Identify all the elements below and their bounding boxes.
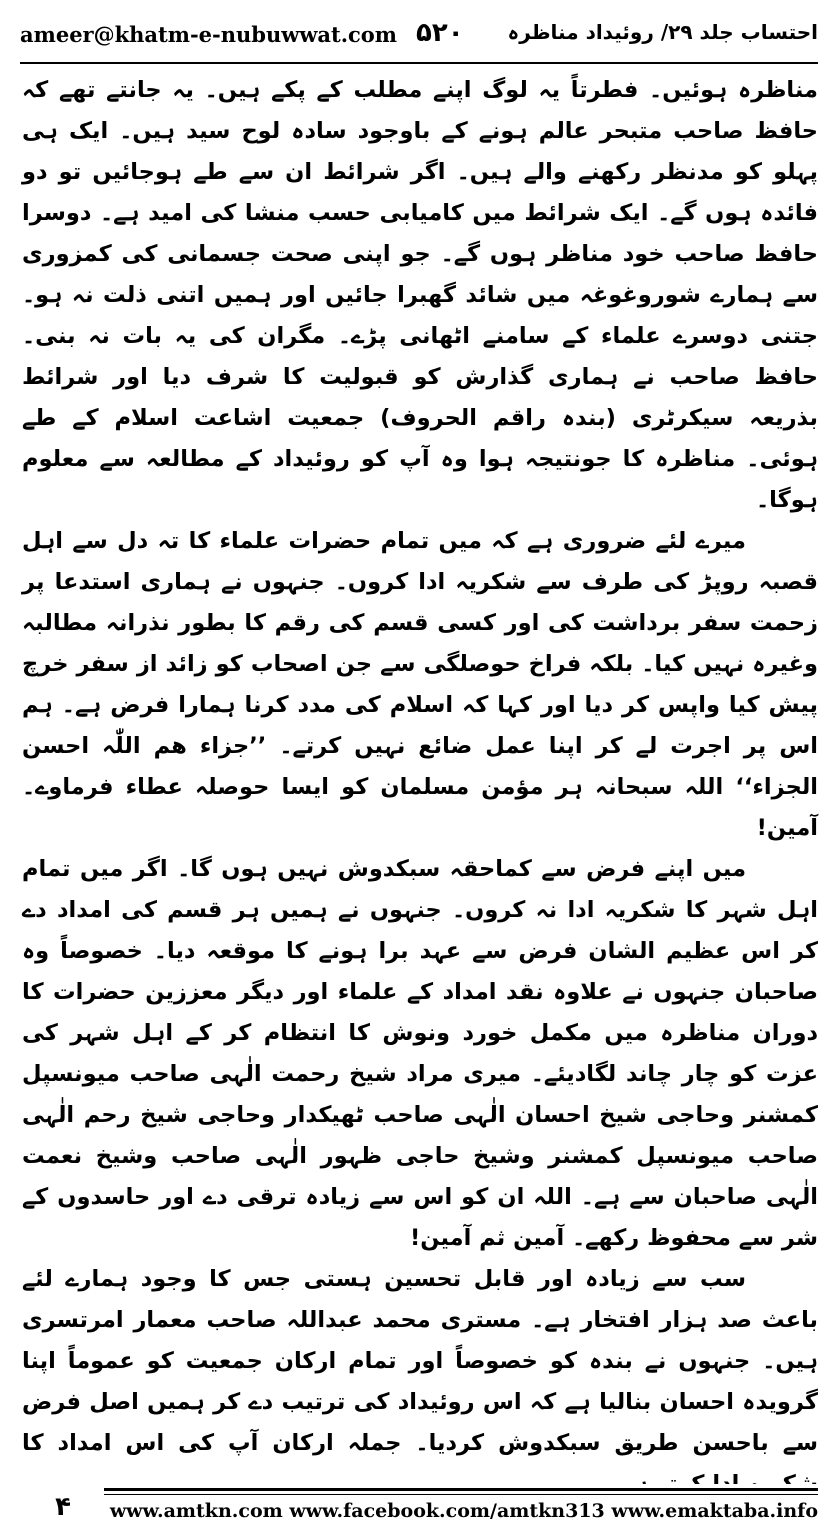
footer-rule-thick [104, 1488, 818, 1491]
page-footer [22, 1484, 818, 1536]
paragraph-4: سب سے زیادہ اور قابل تحسین ہستی جس کا وجود ہمارے لئے باعث صد ہزار افتخار ہے۔ مستری محمد عبداللہ صاحب معمار امرتسری ہیں۔ جنہوں نے بندہ کو خصوصاً اور تمام ارکان جمعیت کو عموماً اپنا گرویدہ احسان بنالیا ہے کہ اس روئیداد کی ترتیب دے کر ہمیں اصل فرض سے باحسن طریق سبکدوش کردیا۔ جملہ ارکان آپ کی اس امداد کا [22, 1266, 818, 1456]
page-number: ۵۲۰ [416, 18, 464, 48]
header-email: ameer@khatm-e-nubuwwat.com [20, 22, 398, 47]
footer-number: ۴ [22, 1484, 104, 1536]
paragraph-3: میں اپنے فرض سے کماحقہ سبکدوش نہیں ہوں گا۔ اگر میں تمام اہل شہر کا شکریہ ادا نہ کروں۔ جنہوں نے ہمیں ہر قسم کی امداد دے کر اس عظیم الشان فرض سے عہد برا ہونے کا موقعہ دیا۔ خصوصاً وہ صاحبان جنہوں نے علاوہ نقد امداد کے علماء اور دیگر معززین حضرات کا دوران مناظرہ میں مکمل خورد ونوش کا انتظام کر کے اہل شہر کی عزت کو چار چاند لگادیئے۔ میری مراد شیخ رحمت الٰہی صاحب میونسپل کمشنر وحاجی شیخ احسان الٰہی صاحب ٹھیکدار وحاجی شیخ رحم الٰہی صاحب میونسپل کمشنر وشیخ حاجی ظہور الٰہی صاحب وشیخ نعمت الٰہی صاحبان سے ہے۔ اللہ ان کو اس سے زیادہ ترقی دے اور حاسدوں کے شر سے محفوظ رکھے۔ آمین ثم آمین! [22, 856, 818, 1251]
footer-bar [104, 1484, 818, 1536]
paragraph-2: میرے لئے ضروری ہے کہ میں تمام حضرات علماء کا تہ دل سے اہل قصبہ روپڑ کی طرف سے شکریہ ادا کروں۔ جنہوں نے ہماری استدعا پر زحمت سفر برداشت کی اور کسی قسم کی رقم کا بطور نذرانہ مطالبہ وغیرہ نہیں کیا۔ بلکہ فراخ حوصلگی سے جن اصحاب کو زائد از سفر خرچ پیش کیا واپس کر دیا اور کہا کہ اسلام کی مدد کرنا ہمارا فرض ہے۔ ہم اس پر اجرت لے کر اپنا عمل ضائع نہیں کرتے۔ ’’جزاء ھم اللّٰہ احسن الجزاء‘‘ اللہ سبحانہ ہر مؤمن مسلمان کو ایسا حوصلہ عطاء فرماوے۔ آمین! [22, 528, 818, 841]
footer-links[interactable]: www.amtkn.com www.facebook.com/amtkn313 www.emaktaba.info [109, 1500, 818, 1522]
paragraph-1: مناظرہ ہوئیں۔ فطرتاً یہ لوگ اپنے مطلب کے پکے ہیں۔ یہ جانتے تھے کہ حافظ صاحب متبحر عالم ہونے کے باوجود سادہ لوح سید ہیں۔ ایک ہی پہلو کو مدنظر رکھنے والے ہیں۔ اگر شرائط ان سے طے ہوجائیں تو دو فائدہ ہوں گے۔ ایک شرائط میں کامیابی حسب منشا کی امید ہے۔ دوسرا حافظ صاحب خود مناظر ہوں گے۔ جو اپنی صحت جسمانی کی کمزوری سے ہمارے شوروغوغہ میں شائد گھبرا جائیں اور ہمیں اتنی ذلت نہ ہو۔ جتنی دوسرے علماء کے سامنے اٹھانی پڑے۔ مگران کی یہ بات نہ بنی۔ حافظ صاحب نے ہماری گذارش کو قبولیت کا شرف دیا اور شرائط بذریعہ سیکرٹری (بندہ راقم الحروف) جمعیت اشاعت اسلام کے طے ہوئی۔ مناظرہ کا جونتیجہ ہوا وہ آپ کو روئیداد کے مطالعہ سے معلوم ہوگا۔ [22, 77, 818, 513]
header-rule [20, 62, 818, 64]
page-body [22, 70, 818, 1456]
book-title: احتساب جلد ۲۹/ روئیداد مناظرہ [507, 20, 818, 44]
page-header [20, 18, 818, 58]
footer-rule-thin [104, 1494, 818, 1495]
